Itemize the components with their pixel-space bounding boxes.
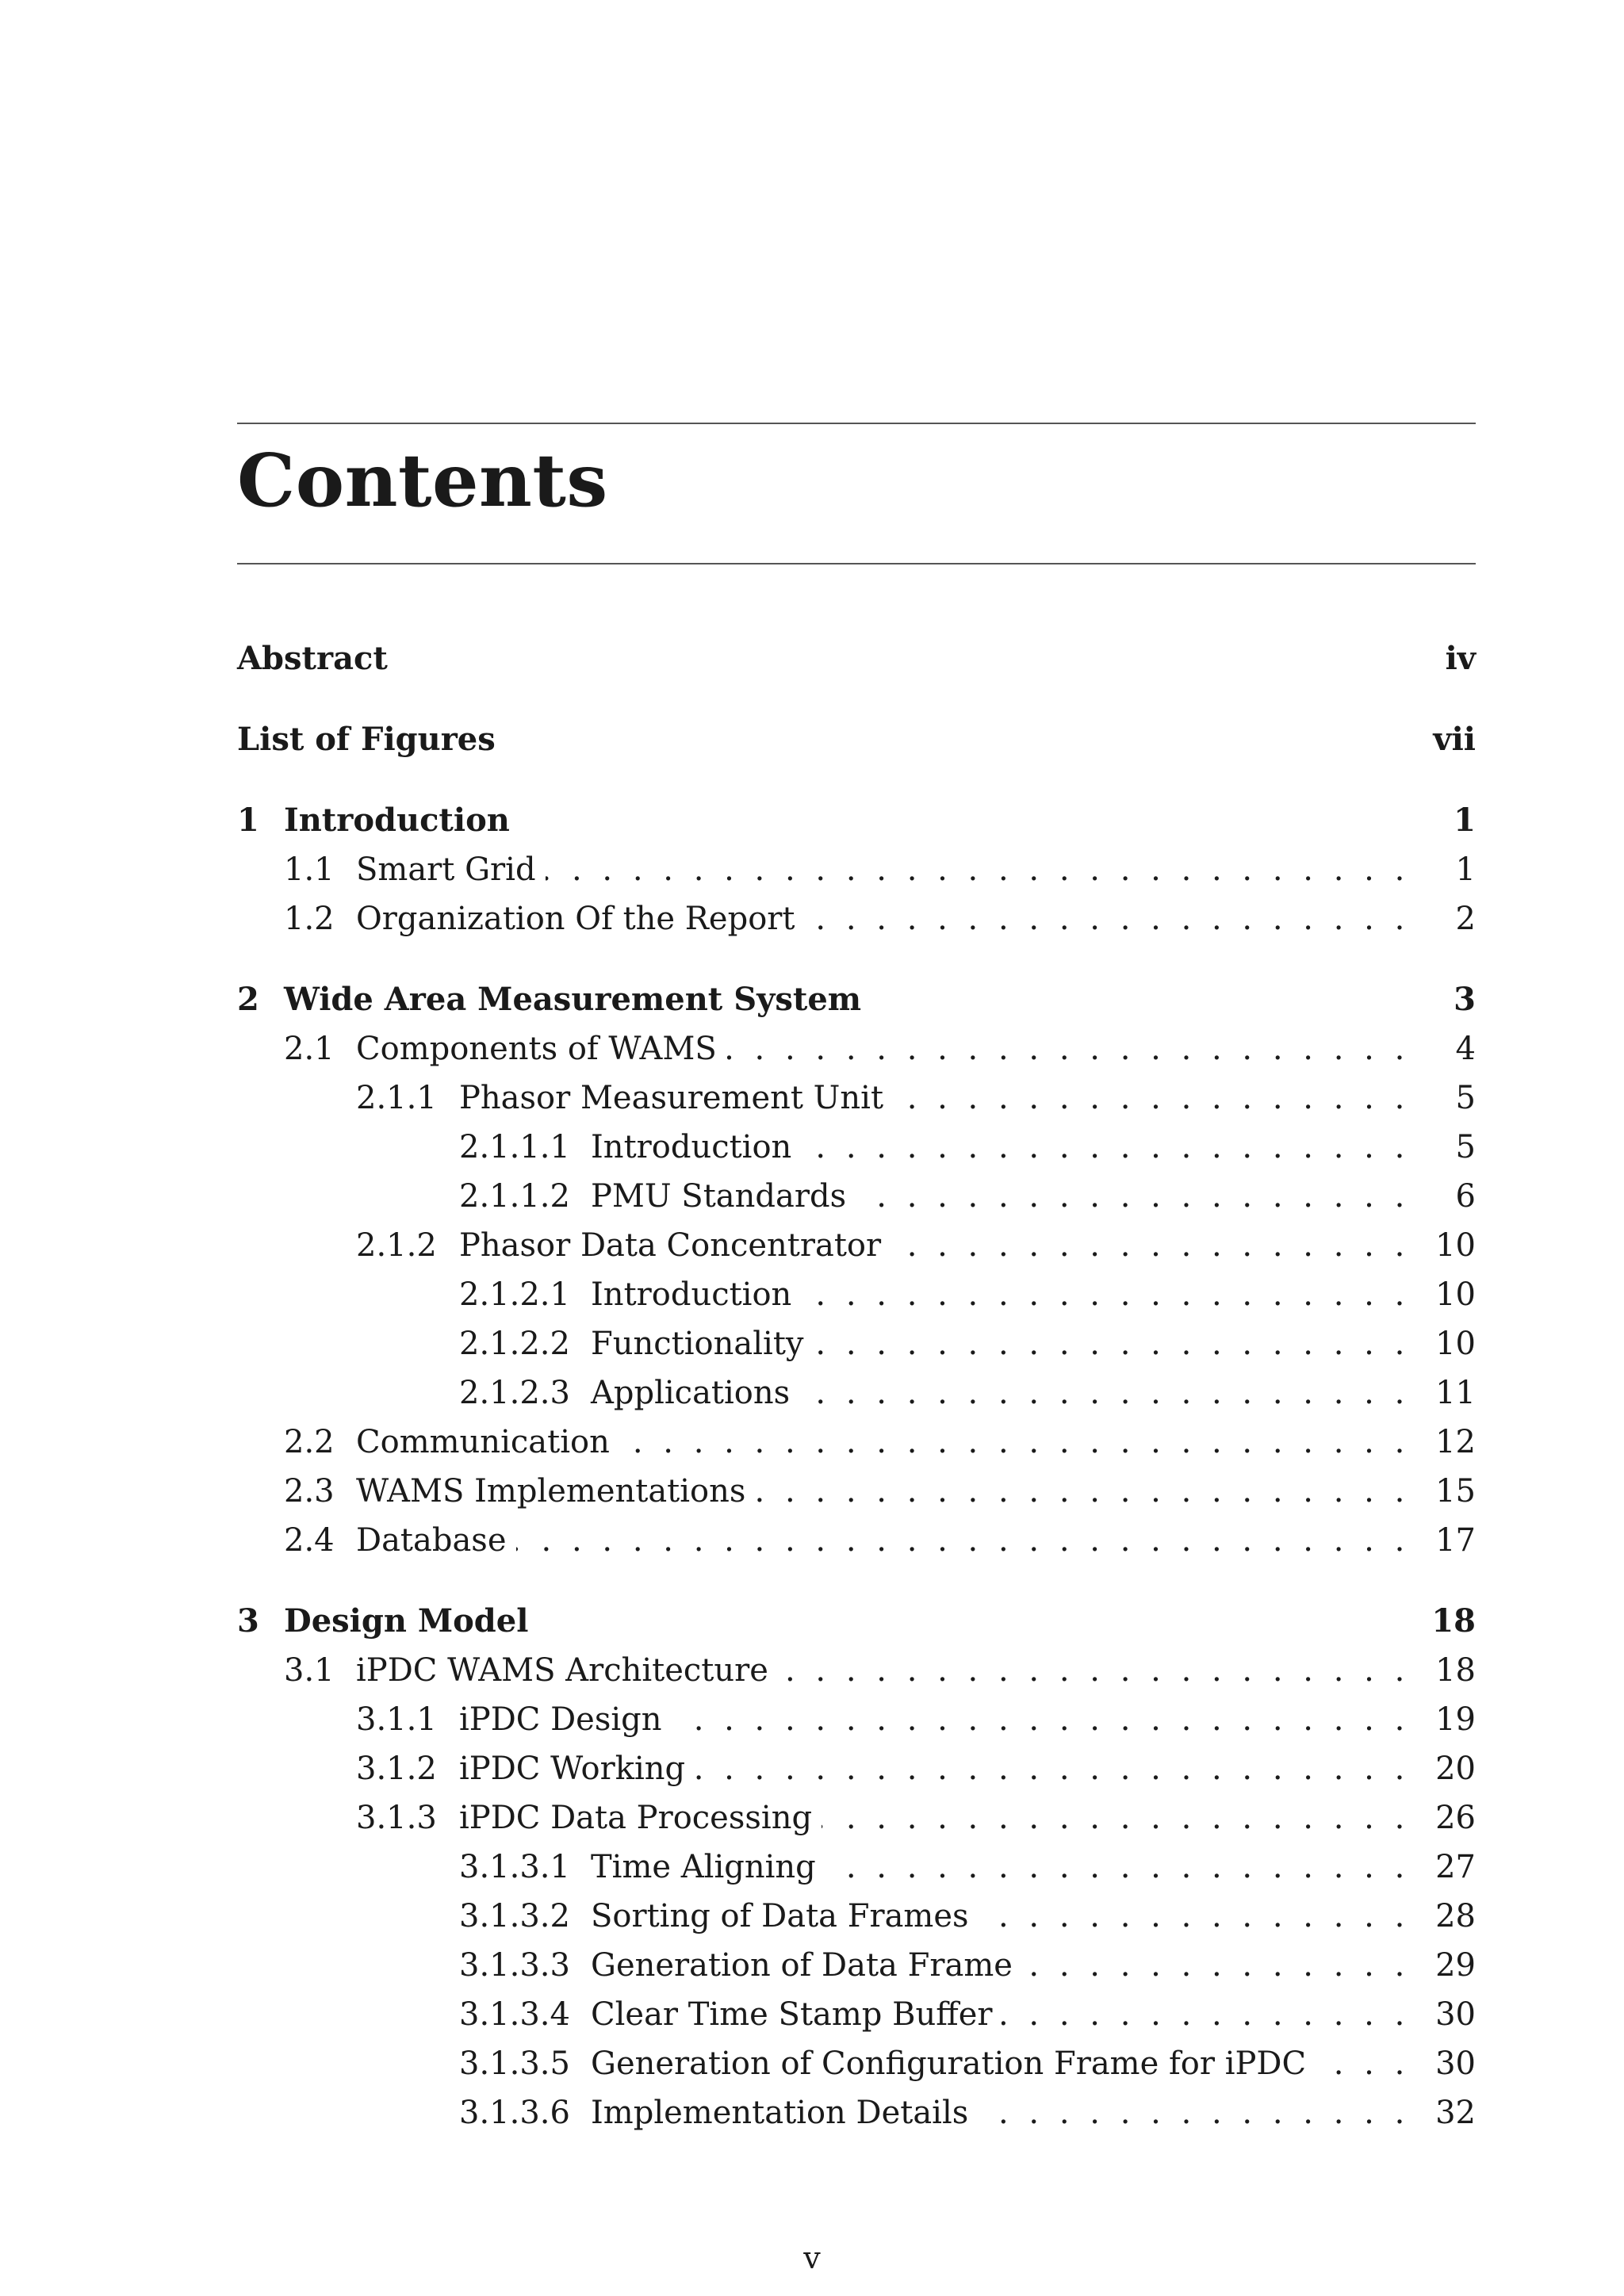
toc-section-entry[interactable]	[237, 1990, 1476, 2039]
toc-entry-page: 15	[1427, 1467, 1476, 1516]
toc-entry-number: 1.1	[284, 851, 335, 888]
toc-entry-title: iPDC WAMS Architecture	[356, 1646, 778, 1695]
toc-entry-page: 1	[1448, 845, 1476, 894]
toc-entry-number: 3.1.3.3	[459, 1947, 570, 1984]
toc-entry-number: 2.1.1	[356, 1080, 437, 1116]
toc-entry-title: Clear Time Stamp Buffer	[591, 1990, 1002, 2039]
toc-entry-number: 3.1.3.5	[459, 2045, 570, 2082]
toc-entry-title: Functionality	[591, 1319, 814, 1368]
toc-section-entry[interactable]	[237, 1646, 1476, 1695]
toc-entry-title: List of Figures	[237, 715, 505, 764]
toc-entry-page: 10	[1427, 1270, 1476, 1319]
toc-entry-number: 1.2	[284, 901, 335, 937]
toc-entry-title: Introduction	[591, 1270, 801, 1319]
toc-entry-number: 3.1.3.6	[459, 2095, 570, 2131]
toc-entry-page: 32	[1427, 2088, 1476, 2137]
toc-entry-page: 18	[1427, 1646, 1476, 1695]
toc-entry-page: 28	[1427, 1892, 1476, 1941]
toc-section-entry[interactable]	[237, 1793, 1476, 1843]
toc-entry-page: 30	[1427, 2039, 1476, 2088]
page-number: v	[803, 2241, 821, 2275]
toc-entry-page: 10	[1427, 1221, 1476, 1270]
toc-entry-number: 3.1.2	[356, 1751, 437, 1787]
toc-entry-page: 1	[1446, 796, 1476, 845]
page-title: Contents	[237, 438, 608, 523]
toc-entry-number: 3	[237, 1602, 259, 1640]
toc-entry-title: iPDC Data Processing	[459, 1793, 822, 1843]
toc-section-entry[interactable]	[237, 2088, 1476, 2137]
toc-entry-page: 17	[1427, 1516, 1476, 1565]
toc-entry-page: 5	[1448, 1123, 1476, 1172]
toc-entry-number: 2.4	[284, 1522, 335, 1559]
toc-entry-page: 6	[1448, 1172, 1476, 1221]
toc-entry-title: Database	[356, 1516, 516, 1565]
toc-leader-dots	[356, 1516, 1425, 1565]
title-bottom-rule	[237, 563, 1476, 564]
toc-entry-title: Generation of Data Frame	[591, 1941, 1022, 1990]
toc-section-entry[interactable]	[237, 1172, 1476, 1221]
toc-entry-title: Introduction	[284, 796, 519, 845]
toc-chapter-entry[interactable]	[237, 975, 1476, 1024]
toc-entry-title: PMU Standards	[591, 1172, 856, 1221]
toc-entry-number: 2.1	[284, 1031, 335, 1067]
toc-entry-number: 3.1.3.1	[459, 1849, 570, 1885]
toc-entry-number: 2.1.1.1	[459, 1129, 570, 1165]
toc-entry-page: 12	[1427, 1418, 1476, 1467]
toc-section-entry[interactable]	[237, 1221, 1476, 1270]
toc-section-entry[interactable]	[237, 1843, 1476, 1892]
toc-entry-number: 2.2	[284, 1424, 335, 1460]
toc-section-entry[interactable]	[237, 1024, 1476, 1073]
toc-section-entry[interactable]	[237, 1744, 1476, 1793]
toc-section-entry[interactable]	[237, 1695, 1476, 1744]
title-top-rule	[237, 423, 1476, 424]
toc-section-entry[interactable]	[237, 1516, 1476, 1565]
toc-section-entry[interactable]	[237, 1270, 1476, 1319]
toc-entry-page: 19	[1427, 1695, 1476, 1744]
toc-entry-number: 1	[237, 802, 259, 839]
toc-section-entry[interactable]	[237, 1123, 1476, 1172]
toc-chapter-entry[interactable]	[237, 796, 1476, 845]
toc-entry-title: Design Model	[284, 1597, 538, 1646]
toc-section-entry[interactable]	[237, 1418, 1476, 1467]
toc-entry-number: 3.1.3.4	[459, 1996, 570, 2033]
toc-entry-title: Implementation Details	[591, 2088, 978, 2137]
toc-entry-number: 2.1.1.2	[459, 1178, 570, 1215]
toc-chapter-entry[interactable]	[237, 1597, 1476, 1646]
toc-entry-title: Phasor Measurement Unit	[459, 1073, 893, 1123]
toc-entry-page: 30	[1427, 1990, 1476, 2039]
toc-section-entry[interactable]	[237, 1941, 1476, 1990]
toc-entry-page: 2	[1448, 894, 1476, 943]
toc-entry-number: 2.1.2.3	[459, 1375, 570, 1411]
toc-section-entry[interactable]	[237, 1467, 1476, 1516]
toc-entry-page: 10	[1427, 1319, 1476, 1368]
toc-entry-page: 20	[1427, 1744, 1476, 1793]
toc-entry-title: Organization Of the Report	[356, 894, 804, 943]
toc-section-entry[interactable]	[237, 845, 1476, 894]
toc-entry-number: 3.1.3	[356, 1800, 437, 1836]
toc-entry-title: Smart Grid	[356, 845, 546, 894]
toc-entry-number: 2.1.2.2	[459, 1326, 570, 1362]
toc-entry-title: Time Aligning	[591, 1843, 825, 1892]
toc-entry-title: Abstract	[237, 634, 397, 683]
toc-entry-title: Components of WAMS	[356, 1024, 726, 1073]
toc-entry-number: 2.1.2	[356, 1227, 437, 1264]
toc-entry-number: 2.1.2.1	[459, 1276, 570, 1313]
toc-entry-number: 3.1.3.2	[459, 1898, 570, 1934]
toc-entry-page: 26	[1427, 1793, 1476, 1843]
toc-entry-title: Sorting of Data Frames	[591, 1892, 979, 1941]
toc-entry-number: 3.1.1	[356, 1701, 437, 1738]
toc-entry-title: WAMS Implementations	[356, 1467, 755, 1516]
toc-entry-title: Wide Area Measurement System	[284, 975, 871, 1024]
toc-entry-page: 3	[1446, 975, 1476, 1024]
toc-section-entry[interactable]	[237, 894, 1476, 943]
toc-entry-title: Generation of Configuration Frame for iPDC	[591, 2039, 1316, 2088]
toc-entry-page: vii	[1425, 715, 1476, 764]
toc-chapter-entry[interactable]	[237, 634, 1476, 683]
toc-entry-title: Introduction	[591, 1123, 801, 1172]
toc-entry-page: 29	[1427, 1941, 1476, 1990]
toc-entry-number: 2.3	[284, 1473, 335, 1510]
toc-entry-title: iPDC Working	[459, 1744, 695, 1793]
toc-section-entry[interactable]	[237, 1368, 1476, 1418]
toc-entry-title: Applications	[591, 1368, 799, 1418]
table-of-contents	[237, 634, 1476, 2137]
toc-entry-title: iPDC Design	[459, 1695, 672, 1744]
toc-chapter-entry[interactable]	[237, 715, 1476, 764]
toc-section-entry[interactable]	[237, 1319, 1476, 1368]
toc-entry-page: iv	[1438, 634, 1476, 683]
toc-entry-number: 2	[237, 981, 259, 1018]
toc-entry-title: Phasor Data Concentrator	[459, 1221, 891, 1270]
toc-section-entry[interactable]	[237, 2039, 1476, 2088]
toc-entry-page: 11	[1427, 1368, 1476, 1418]
toc-entry-number: 3.1	[284, 1652, 335, 1689]
toc-section-entry[interactable]	[237, 1892, 1476, 1941]
toc-section-entry[interactable]	[237, 1073, 1476, 1123]
toc-entry-page: 27	[1427, 1843, 1476, 1892]
toc-entry-page: 5	[1448, 1073, 1476, 1123]
toc-entry-page: 4	[1448, 1024, 1476, 1073]
toc-entry-page: 18	[1423, 1597, 1476, 1646]
toc-entry-title: Communication	[356, 1418, 619, 1467]
